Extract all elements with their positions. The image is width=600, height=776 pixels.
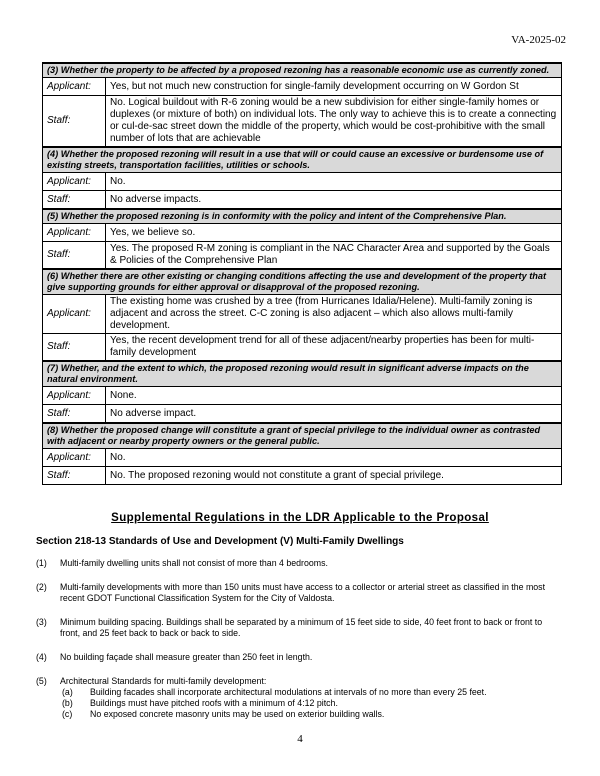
criterion-6-heading: (6) Whether there are other existing or changing conditions affecting the use and development of the property that give supporting grounds for either approval or disapproval of the proposed rezoning. (43, 269, 562, 295)
role-label: Staff: (43, 334, 106, 362)
response-text: No adverse impact. (106, 405, 562, 424)
regulations-list (36, 558, 564, 733)
role-label: Staff: (43, 467, 106, 485)
criterion-8-applicant-row (43, 449, 562, 467)
item-body (60, 676, 564, 720)
sub-letter: (a) (62, 686, 73, 697)
response-text: Yes, but not much new construction for single-family development occurring on W Gordon St (106, 78, 562, 96)
list-item (36, 676, 564, 720)
item-text: Multi-family dwelling units shall not consist of more than 4 bedrooms. (60, 558, 328, 568)
response-text: Yes, the recent development trend for all of these adjacent/nearby properties has been for multi-family development (106, 334, 562, 362)
item-number: (2) (36, 581, 47, 592)
role-label: Applicant: (43, 449, 106, 467)
response-text: No. (106, 449, 562, 467)
item-number: (3) (36, 616, 47, 627)
item-text: Minimum building spacing. Buildings shall be separated by a minimum of 15 feet side to side, 40 feet front to back or front to front, and 25 feet back to back or back to side. (60, 616, 543, 638)
sub-list (60, 687, 564, 720)
item-number: (5) (36, 675, 47, 686)
role-label: Applicant: (43, 295, 106, 334)
criterion-7-heading: (7) Whether, and the extent to which, the proposed rezoning would result in significant adverse impacts on the natural environment. (43, 361, 562, 387)
role-label: Applicant: (43, 224, 106, 242)
response-text: Yes. The proposed R-M zoning is compliant in the NAC Character Area and supported by the Goals & Policies of the Comprehensive Plan (106, 242, 562, 270)
criterion-8-heading: (8) Whether the proposed change will constitute a grant of special privilege to the individual owner as contrasted with adjacent or nearby property owners or the general public. (43, 423, 562, 449)
list-item (36, 558, 564, 569)
role-label: Staff: (43, 96, 106, 148)
item-text: No building façade shall measure greater than 250 feet in length. (60, 651, 313, 662)
item-text: Multi-family developments with more than 150 units must have access to a collector or arterial street as classified in the most recent GDOT Functional Classification System for the City of Valdosta. (60, 581, 546, 603)
sub-item (60, 709, 564, 720)
page-number: 4 (297, 733, 303, 745)
sub-text: Buildings must have pitched roofs with a minimum of 4:12 pitch. (90, 697, 338, 708)
criterion-3-heading: (3) Whether the property to be affected by a proposed rezoning has a reasonable economic use as currently zoned. (43, 63, 562, 78)
criterion-5-staff-row (43, 242, 562, 270)
criterion-7-staff-row (43, 405, 562, 424)
criterion-5-heading: (5) Whether the proposed rezoning is in conformity with the policy and intent of the Comprehensive Plan. (43, 209, 562, 224)
role-label: Applicant: (43, 387, 106, 405)
sub-letter: (c) (62, 708, 73, 719)
criterion-6-applicant-row (43, 295, 562, 334)
role-label: Applicant: (43, 173, 106, 191)
role-label: Staff: (43, 405, 106, 424)
item-number: (1) (36, 558, 47, 568)
response-text: No. Logical buildout with R-6 zoning would be a new subdivision for either single-family homes or duplexes (or mixture of both) on individual lots. The only way to achieve this is to create a connecting or cul-de-sac street down the middle of the property, which would be cost-prohibitive with the small number of lots that are achievable (106, 96, 562, 148)
review-criteria-table (42, 62, 562, 485)
sub-text: No exposed concrete masonry units may be used on exterior building walls. (90, 708, 385, 719)
criterion-4-applicant-row (43, 173, 562, 191)
case-number: VA-2025-02 (511, 34, 566, 46)
response-text: None. (106, 387, 562, 405)
list-item (36, 617, 564, 639)
section-subheading: Section 218-13 Standards of Use and Development (V) Multi-Family Dwellings (36, 536, 404, 547)
sub-item (60, 687, 564, 698)
criterion-4-heading: (4) Whether the proposed rezoning will result in a use that will or could cause an excessive or burdensome use of existing streets, transportation facilities, utilities or schools. (43, 147, 562, 173)
list-item (36, 652, 564, 663)
sub-text: Building facades shall incorporate architectural modulations at intervals of no more than every 25 feet. (90, 686, 487, 697)
criterion-4-staff-row (43, 191, 562, 210)
role-label: Staff: (43, 242, 106, 270)
response-text: No. (106, 173, 562, 191)
response-text: No. The proposed rezoning would not constitute a grant of special privilege. (106, 467, 562, 485)
response-text: No adverse impacts. (106, 191, 562, 210)
criterion-8-staff-row (43, 467, 562, 485)
criterion-3-applicant-row (43, 78, 562, 96)
criterion-5-applicant-row (43, 224, 562, 242)
section-heading: Supplemental Regulations in the LDR Applicable to the Proposal (111, 512, 489, 524)
response-text: Yes, we believe so. (106, 224, 562, 242)
criterion-7-applicant-row (43, 387, 562, 405)
criterion-6-staff-row (43, 334, 562, 362)
sub-letter: (b) (62, 697, 73, 708)
response-text: The existing home was crushed by a tree (from Hurricanes Idalia/Helene). Multi-family zoning is adjacent and across the street. C-C zoning is also adjacent – which also allows multi-family development. (106, 295, 562, 334)
role-label: Applicant: (43, 78, 106, 96)
item-number: (4) (36, 651, 47, 662)
list-item (36, 582, 564, 604)
criterion-3-staff-row (43, 96, 562, 148)
sub-item (60, 698, 564, 709)
item-text: Architectural Standards for multi-family development: (60, 675, 267, 686)
role-label: Staff: (43, 191, 106, 210)
